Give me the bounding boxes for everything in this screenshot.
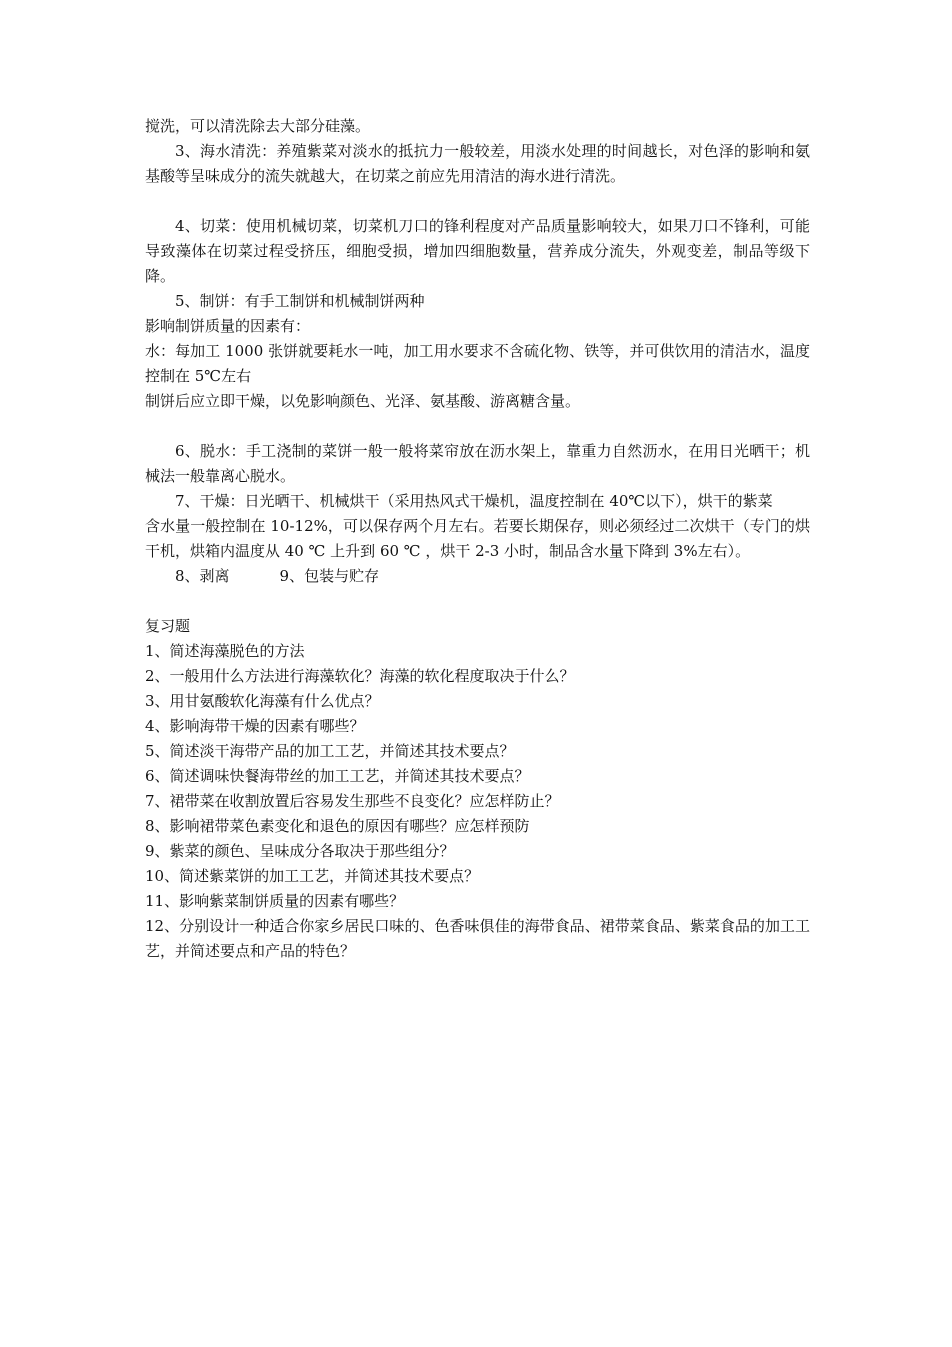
paragraph-seawater-cleaning: 3、海水清洗：养殖紫菜对淡水的抵抗力一般较差，用淡水处理的时间越长，对色泽的影响和氨基酸等呈味成分的流失就越大，在切菜之前应先用清洁的海水进行清洗。	[145, 142, 810, 185]
review-question: 2、一般用什么方法进行海藻软化？海藻的软化程度取决于什么？	[145, 667, 575, 685]
spacer	[145, 589, 810, 614]
review-question: 8、影响裙带菜色素变化和退色的原因有哪些？应怎样预防	[145, 817, 530, 835]
review-question: 10、简述紫菜饼的加工工艺，并简述其技术要点？	[145, 867, 480, 885]
review-title: 复习题	[145, 617, 191, 635]
review-question: 11、影响紫菜制饼质量的因素有哪些？	[145, 892, 405, 910]
paragraph-peeling-packaging	[145, 564, 810, 589]
paragraph-wash-continuation: 搅洗，可以清洗除去大部分硅藻。	[145, 117, 371, 135]
step-peeling: 8、剥离	[175, 567, 230, 585]
spacer	[145, 414, 810, 439]
review-question: 6、简述调味快餐海带丝的加工工艺，并简述其技术要点？	[145, 767, 530, 785]
paragraph-dewatering: 6、脱水：手工浇制的菜饼一般一般将菜帘放在沥水架上，靠重力自然沥水，在用日光晒干；机械法一般靠离心脱水。	[145, 442, 810, 485]
spacer	[145, 189, 810, 214]
review-question: 12、分别设计一种适合你家乡居民口味的、色香味俱佳的海带食品、裙带菜食品、紫菜食品的加工工艺，并简述要点和产品的特色？	[145, 917, 810, 960]
step-packaging-storage: 9、包装与贮存	[279, 567, 380, 585]
paragraph-cake-making: 5、制饼：有手工制饼和机械制饼两种	[175, 292, 425, 310]
review-question: 7、裙带菜在收割放置后容易发生那些不良变化？应怎样防止？	[145, 792, 560, 810]
review-question: 3、用甘氨酸软化海藻有什么优点？	[145, 692, 380, 710]
paragraph-water-requirements: 水：每加工 1000 张饼就要耗水一吨，加工用水要求不含硫化物、铁等，并可供饮用的清洁水，温度控制在 5℃左右	[145, 342, 810, 385]
review-question: 4、影响海带干燥的因素有哪些？	[145, 717, 365, 735]
paragraph-cake-quality-factors: 影响制饼质量的因素有：	[145, 317, 311, 335]
review-question: 5、简述淡干海带产品的加工工艺，并简述其技术要点？	[145, 742, 515, 760]
review-question: 1、简述海藻脱色的方法	[145, 642, 305, 660]
review-question: 9、紫菜的颜色、呈味成分各取决于那些组分？	[145, 842, 455, 860]
paragraph-drying: 7、干燥：日光晒干、机械烘干（采用热风式干燥机，温度控制在 40℃以下），烘干的紫菜	[175, 492, 773, 510]
document-body	[145, 114, 810, 964]
paragraph-cutting: 4、切菜：使用机械切菜，切菜机刀口的锋利程度对产品质量影响较大，如果刀口不锋利，可能导致藻体在切菜过程受挤压，细胞受损，增加四细胞数量，营养成分流失，外观变差，制品等级下降。	[145, 217, 810, 285]
paragraph-moisture-content: 含水量一般控制在 10-12%，可以保存两个月左右。若要长期保存，则必须经过二次烘干（专门的烘干机，烘箱内温度从 40 ℃ 上升到 60 ℃ ，烘干 2-3 小时，制品含水量下降到 3%左右）。	[145, 517, 810, 560]
paragraph-immediate-drying: 制饼后应立即干燥，以免影响颜色、光泽、氨基酸、游离糖含量。	[145, 392, 581, 410]
